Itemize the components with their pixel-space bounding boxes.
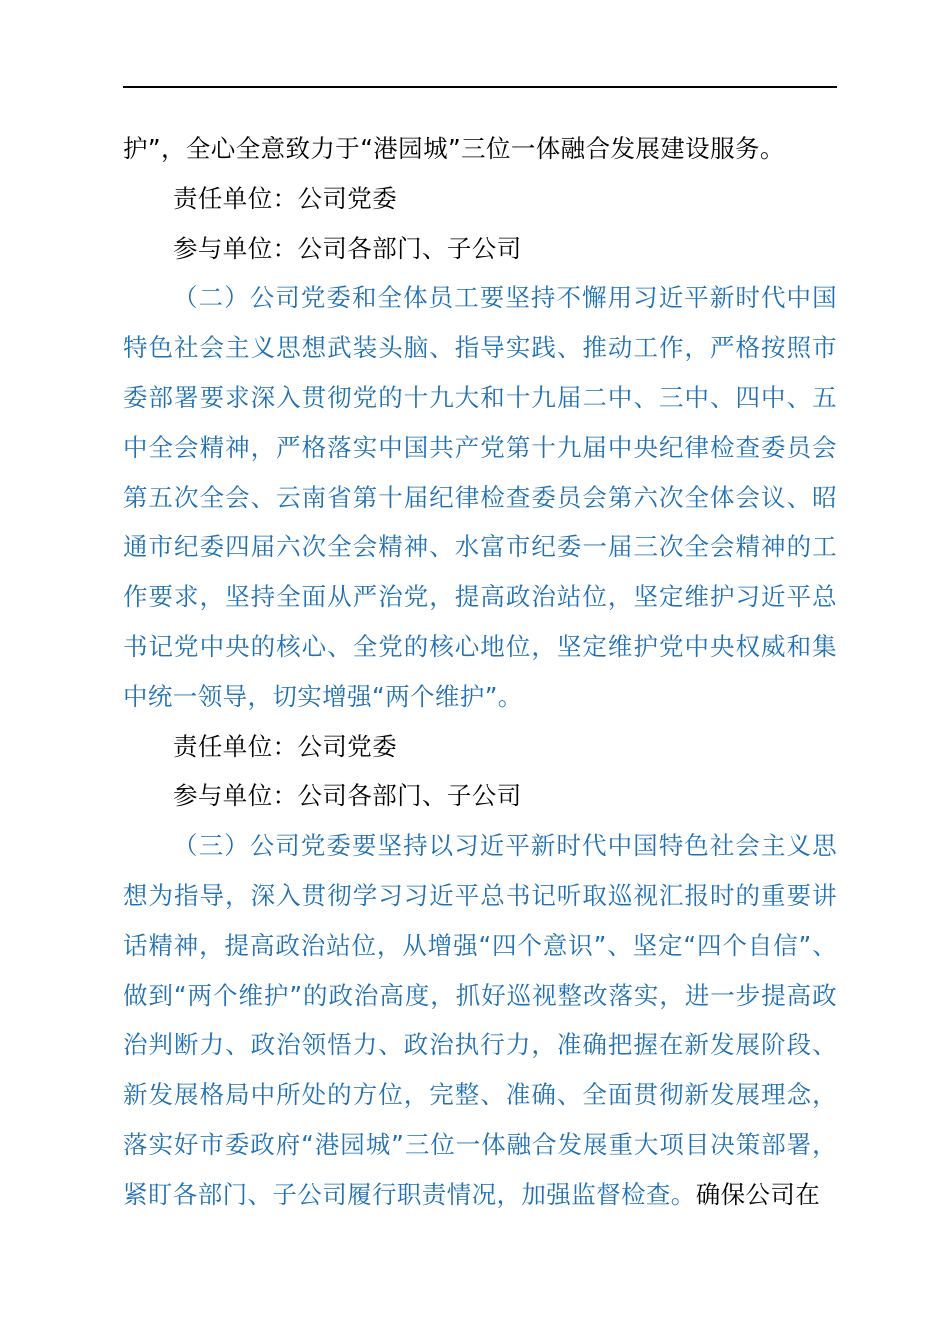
paragraph-item-3-highlight: （三）公司党委要坚持以习近平新时代中国特色社会主义思想为指导，深入贯彻学习习近平总书记听取巡视汇报时的重要讲话精神，提高政治站位，从增强“四个意识”、坚定“四个自信”、做到“两个维护”的政治高度，抓好巡视整改落实，进一步提高政治判断力、政治领悟力、政治执行力，准确把握在新发展阶段、新发展格局中所处的方位，完整、准确、全面贯彻新发展理念，落实好市委政府“港园城”三位一体融合发展重大项目决策部署，紧盯各部门、子公司履行职责情况，加强监督检查。 xyxy=(123,831,837,1209)
document-body xyxy=(123,124,837,1220)
responsible-unit-1: 责任单位：公司党委 xyxy=(173,183,398,213)
paragraph-continuation: 护”，全心全意致力于“港园城”三位一体融合发展建设服务。 xyxy=(123,134,785,163)
participating-unit-1: 参与单位：公司各部门、子公司 xyxy=(173,233,522,263)
paragraph-item-3 xyxy=(123,821,837,1219)
responsible-unit-2: 责任单位：公司党委 xyxy=(173,731,398,761)
paragraph-item-2: （二）公司党委和全体员工要坚持不懈用习近平新时代中国特色社会主义思想武装头脑、指导实践、推动工作，严格按照市委部署要求深入贯彻党的十九大和十九届二中、三中、四中、五中全会精神，严格落实中国共产党第十九届中央纪律检查委员会第五次全会、云南省第十届纪律检查委员会第六次全体会议、昭通市纪委四届六次全会精神、水富市纪委一届三次全会精神的工作要求，坚持全面从严治党，提高政治站位，坚定维护习近平总书记党中央的核心、全党的核心地位，坚定维护党中央权威和集中统一领导，切实增强“两个维护”。 xyxy=(123,283,837,711)
paragraph-item-3-tail: 确保公司在 xyxy=(695,1179,821,1209)
participating-unit-2: 参与单位：公司各部门、子公司 xyxy=(173,781,522,811)
header-rule xyxy=(123,86,837,88)
